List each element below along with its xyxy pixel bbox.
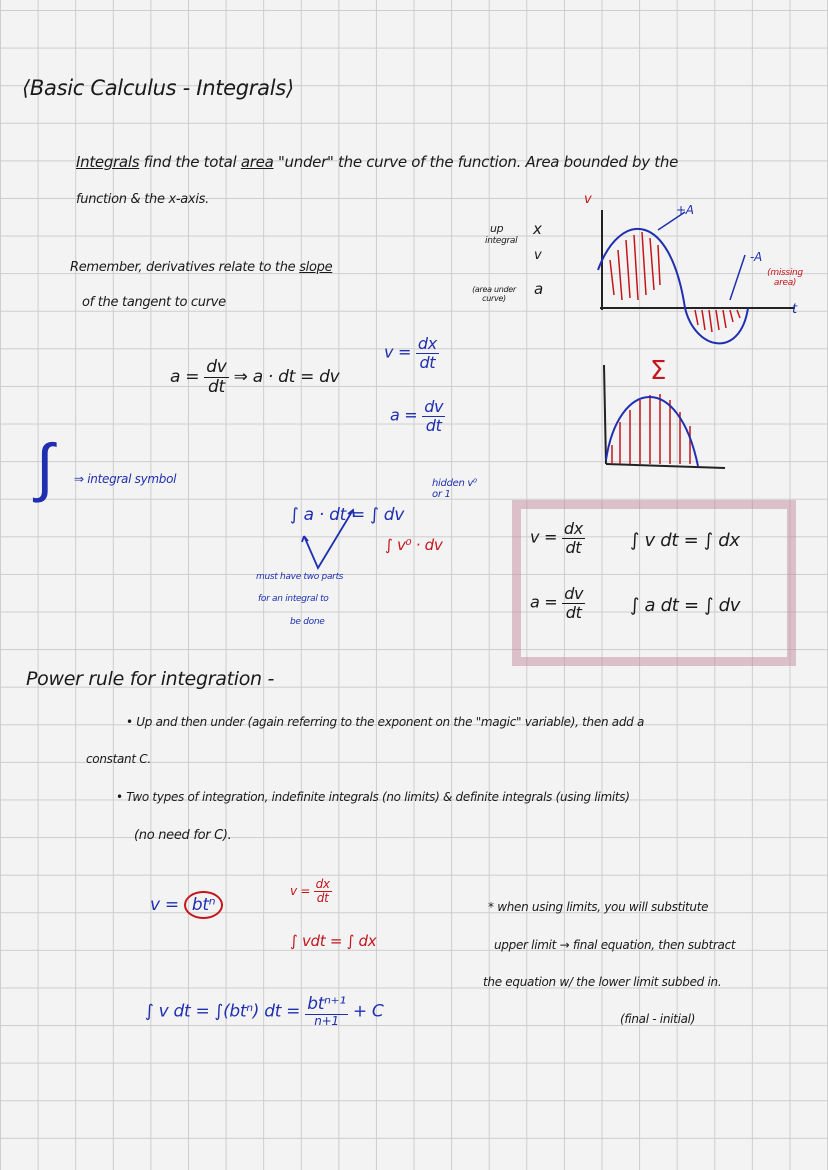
page-title: ⟨Basic Calculus - Integrals⟩: [22, 76, 294, 100]
hidden-note: hidden v⁰ or 1: [432, 478, 477, 500]
limits-note-3: the equation w/ the lower limit subbed in.: [483, 975, 722, 989]
two-parts-note-3: be done: [290, 617, 325, 627]
sigma-symbol: Σ: [650, 356, 667, 386]
big-num: btⁿ⁺¹: [307, 994, 346, 1014]
intro-line-2: function & the x-axis.: [76, 192, 209, 207]
box-r2-lhs: a =: [530, 592, 558, 612]
box-r2-integral: ∫ a dt = ∫ dv: [630, 595, 741, 616]
box-row-1: [530, 520, 585, 556]
check-arrows: [298, 510, 358, 570]
two-parts-note-2: for an integral to: [258, 594, 329, 604]
intro-text-b: "under" the curve of the function. Area bounded by the: [273, 153, 679, 171]
bullet-1-line-1: • Up and then under (again referring to the exponent on the "magic" variable), then add a: [126, 715, 645, 729]
eqv-den: dt: [419, 352, 436, 372]
eq-a-num: dv: [206, 357, 227, 377]
graph1-plus-a: +A: [676, 203, 694, 217]
eqv-num: dx: [417, 334, 437, 353]
bullet-2-line-1: • Two types of integration, indefinite integrals (no limits) & definite integrals (using limits): [116, 790, 630, 804]
chain-integral: integral: [485, 236, 518, 246]
limits-note-1: * when using limits, you will substitute: [488, 900, 709, 914]
eqa-num: dv: [424, 397, 444, 416]
red-v-den: dt: [316, 891, 329, 906]
limits-note-2: upper limit → final equation, then subtract: [494, 938, 736, 952]
bullet-1-line-2: constant C.: [86, 752, 151, 766]
two-parts-equation: ∫ a · dt = ∫ dv: [290, 505, 405, 525]
riemann-graph: [598, 360, 738, 475]
slope-word: slope: [299, 260, 333, 275]
integral-symbol-glyph: ∫: [36, 431, 54, 505]
eqa-lhs: a =: [390, 405, 418, 425]
chain-a: a: [534, 280, 543, 298]
limits-note-4: (final - initial): [620, 1012, 696, 1026]
bullet-2-line-2: (no need for C).: [134, 828, 232, 843]
remember-line-1: [70, 260, 332, 275]
box-r1-integral: ∫ v dt = ∫ dx: [630, 530, 740, 551]
eqa-den: dt: [425, 415, 442, 435]
eqv-lhs: v =: [384, 342, 412, 362]
box-r1-num: dx: [563, 519, 583, 538]
example-red-v: [290, 878, 332, 905]
chain-up: up: [490, 222, 504, 235]
intro-text-a: find the total: [139, 153, 241, 171]
eq-a-rest: ⇒ a · dt = dv: [233, 367, 340, 388]
red-v-num: dx: [315, 877, 330, 891]
example-v-lhs: v =: [150, 895, 179, 915]
graph1-missing-area: (missing area): [767, 268, 803, 288]
power-rule-heading: Power rule for integration -: [26, 668, 275, 690]
big-lhs: ∫ v dt = ∫(btⁿ) dt =: [145, 1001, 301, 1022]
eq-a-den: dt: [207, 376, 225, 397]
graph1-minus-a: -A: [750, 250, 762, 264]
chain-note: (area under curve): [472, 285, 516, 303]
example-red-integral: ∫ vdt = ∫ dx: [290, 932, 377, 950]
example-big-equation: [145, 995, 383, 1028]
box-r2-den: dt: [565, 602, 582, 622]
two-parts-note-1: must have two parts: [256, 572, 344, 582]
big-den: n+1: [314, 1013, 339, 1028]
big-c: + C: [352, 1001, 384, 1022]
example-v-eq: [150, 895, 223, 915]
graph1-t-axis: t: [792, 302, 797, 317]
equation-a-dv-dt-blue: [390, 398, 445, 434]
integrals-word: Integrals: [76, 153, 140, 171]
chain-v: v: [534, 248, 542, 263]
chain-x: x: [533, 220, 542, 238]
graph1-v-axis: v: [584, 192, 592, 207]
intro-line-1: [76, 153, 678, 171]
eq-a-lhs: a =: [170, 367, 200, 388]
example-bt-circled: btⁿ: [184, 891, 223, 919]
remember-text: Remember, derivatives relate to the: [70, 260, 300, 275]
box-row-2: [530, 585, 585, 621]
equation-a-dv-dt: [170, 358, 339, 396]
box-r1-lhs: v =: [530, 527, 558, 547]
equation-v-dx-dt: [384, 335, 439, 371]
area-word: area: [240, 153, 274, 171]
remember-line-2: of the tangent to curve: [82, 295, 226, 310]
box-r2-num: dv: [564, 584, 584, 603]
red-integral: ∫ v⁰ · dv: [385, 536, 443, 554]
red-v-lhs: v =: [290, 884, 311, 899]
integral-symbol-label: ⇒ integral symbol: [74, 472, 177, 486]
box-r1-den: dt: [565, 537, 582, 557]
